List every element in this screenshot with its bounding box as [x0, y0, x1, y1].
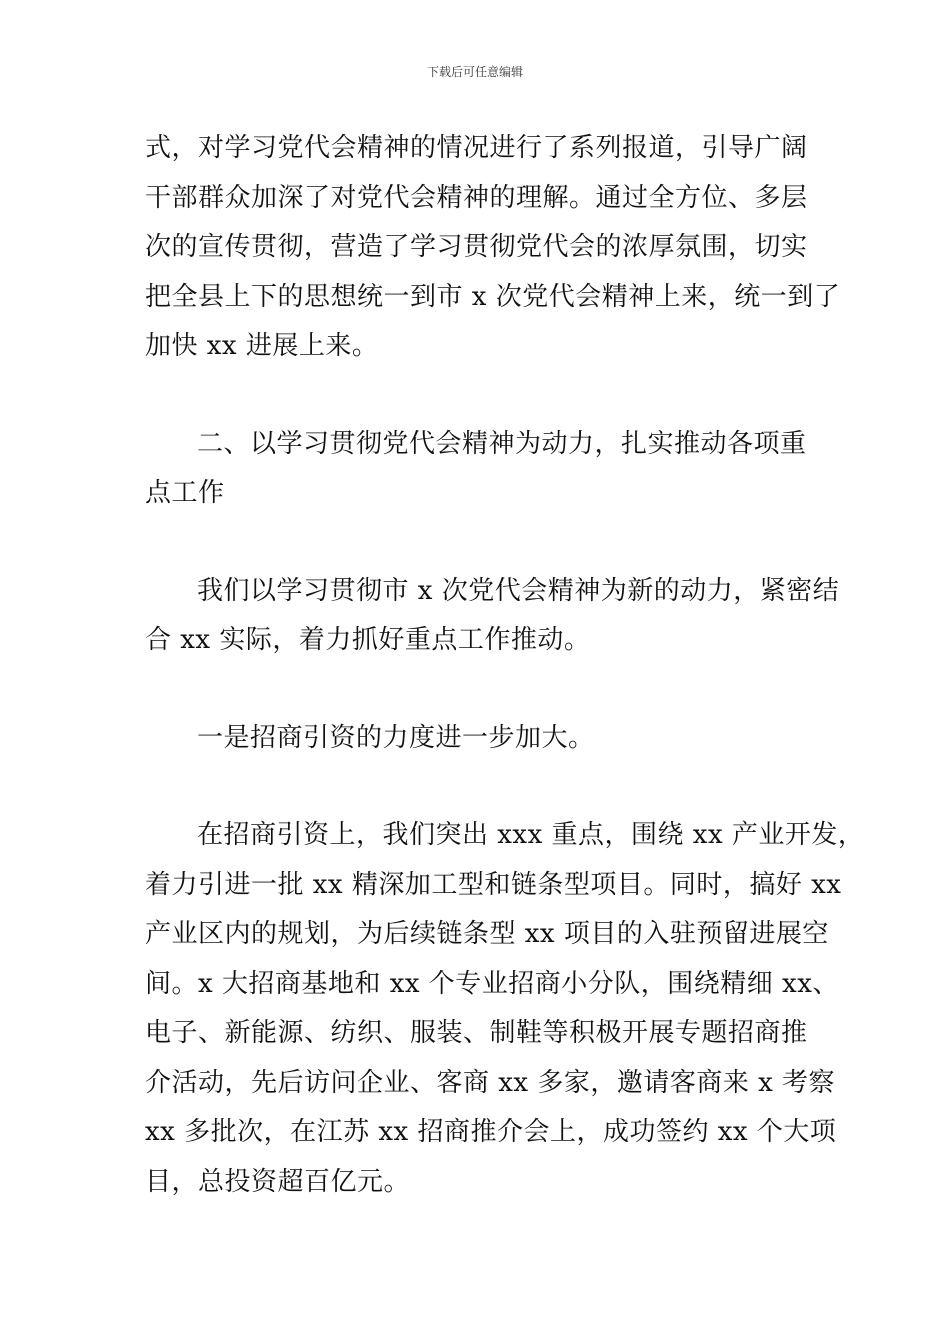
paragraph-investment-details — [145, 811, 865, 1207]
section-heading — [145, 420, 835, 519]
text-line: 产业区内的规划，为后续链条型 xx 项目的入驻预留进展空 — [145, 919, 829, 949]
paragraph-intro — [145, 567, 840, 666]
text-line: 间。x 大招商基地和 xx 个专业招商小分队，围绕精细 xx、 — [145, 968, 839, 999]
text-line: 干部群众加深了对党代会精神的理解。通过全方位、多层 — [145, 182, 808, 213]
paragraph-gap — [145, 763, 835, 811]
text-line: 二、以学习贯彻党代会精神为动力，扎实推动各项重 — [197, 428, 807, 459]
text-line: 加快 xx 进展上来。 — [145, 331, 379, 361]
document-body — [145, 124, 865, 1207]
paragraph-gap — [145, 372, 835, 420]
text-line: xx 多批次，在江苏 xx 招商推介会上，成功签约 xx 个大项 — [145, 1117, 837, 1147]
text-line: 在招商引资上，我们突出 xxx 重点，围绕 xx 产业开发， — [197, 820, 865, 850]
text-line: 点工作 — [145, 478, 225, 508]
paragraph-gap — [145, 519, 835, 567]
text-line: 合 xx 实际，着力抓好重点工作推动。 — [145, 625, 591, 655]
text-line: 着力引进一批 xx 精深加工型和链条型项目。同时，搞好 xx — [145, 869, 842, 900]
text-line: 式，对学习党代会精神的情况进行了系列报道，引导广阔 — [145, 133, 808, 163]
text-line: 介活动，先后访问企业、客商 xx 多家，邀请客商来 x 考察 — [145, 1067, 836, 1098]
paragraph-continuation — [145, 124, 841, 372]
text-line: 把全县上下的思想统一到市 x 次党代会精神上来，统一到了 — [145, 281, 841, 312]
page-header: 下载后可任意编辑 — [426, 65, 523, 79]
text-line: 目，总投资超百亿元。 — [145, 1166, 411, 1197]
text-line: 我们以学习贯彻市 x 次党代会精神为新的动力，紧密结 — [197, 575, 840, 606]
paragraph-gap — [145, 666, 835, 714]
paragraph-point-one — [145, 714, 835, 764]
text-line: 一是招商引资的力度进一步加大。 — [197, 722, 595, 753]
text-line: 电子、新能源、纺织、服装、制鞋等积极开展专题招商推 — [145, 1018, 808, 1048]
text-line: 次的宣传贯彻，营造了学习贯彻党代会的浓厚氛围，切实 — [145, 232, 808, 262]
